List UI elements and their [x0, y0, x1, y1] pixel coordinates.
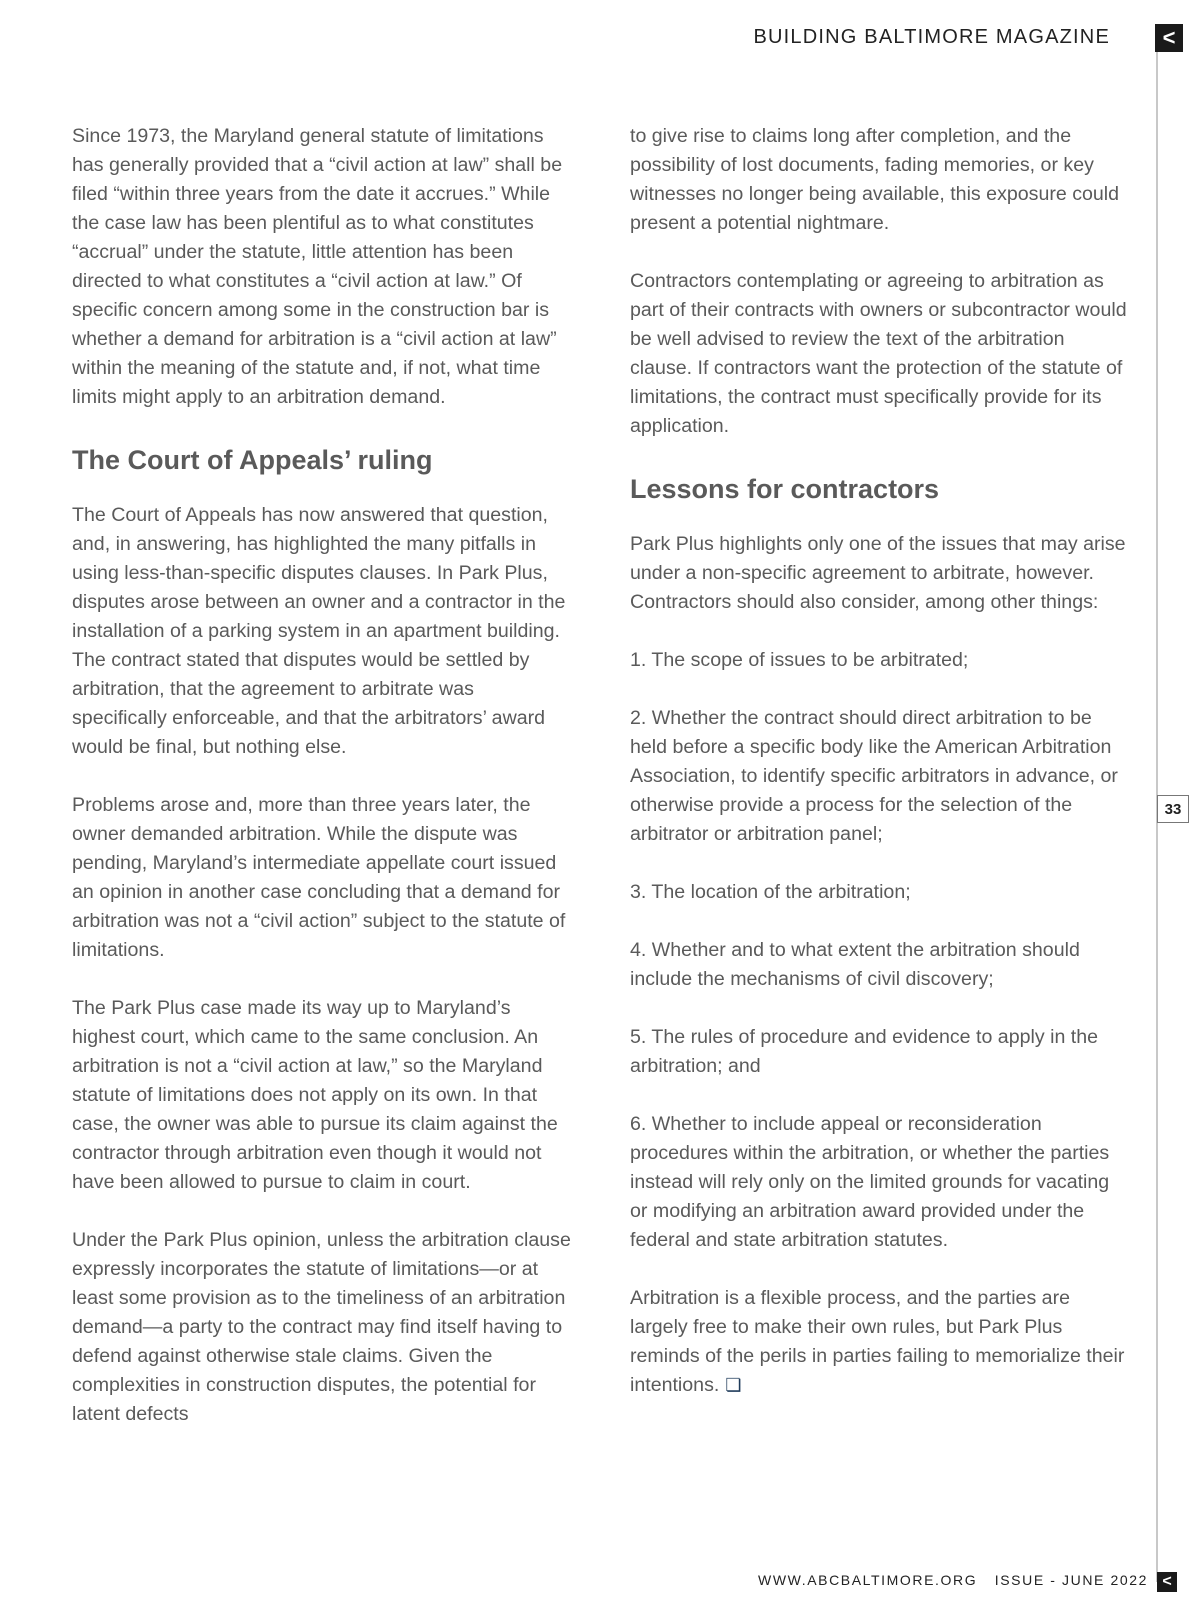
paragraph: The Park Plus case made its way up to Maryland’s highest court, which came to the same conclusion. An arbitration is not a “civil action at law,” so the Maryland statute of limitations does not apply on its own. In that case, the owner was able to pursue its claim against the contractor through arbitration even though it would not have been allowed to pursue to claim in court. — [72, 997, 558, 1193]
footer-issue: ISSUE - JUNE 2022 — [994, 1572, 1148, 1588]
list-item: 5. The rules of procedure and evidence to apply in the arbitration; and — [630, 1026, 1099, 1077]
closing-text: Arbitration is a flexible process, and the parties are largely free to make their own rules, but Park Plus reminds of the perils in parties failing to memorialize their intentions. — [630, 1287, 1125, 1396]
left-column — [72, 122, 572, 1458]
list-item: 6. Whether to include appeal or reconsideration procedures within the arbitration, or whether the parties instead will rely only on the limited grounds for vacating or modifying an arbitration award provided under the federal and state arbitration statutes. — [630, 1113, 1110, 1251]
paragraph: Since 1973, the Maryland general statute of limitations has generally provided that a “civil action at law” shall be filed “within three years from the date it accrues.” While the case law has been plentiful as to what constitutes “accrual” under the statute, little attention has been directed to what constitutes a “civil action at law.” Of specific concern among some in the construction bar is whether a demand for arbitration is a “civil action at law” within the meaning of the statute and, if not, what time limits might apply to an arbitration demand. — [72, 125, 563, 408]
paragraph: to give rise to claims long after completion, and the possibility of lost documents, fading memories, or key witnesses no longer being available, this exposure could present a potential nightmare. — [630, 125, 1120, 234]
footer — [758, 1572, 1148, 1588]
page-number: 33 — [1157, 795, 1189, 823]
paragraph: Contractors contemplating or agreeing to arbitration as part of their contracts with owners or subcontractor would be well advised to review the text of the arbitration clause. If contractors want the protection of the statute of limitations, the contract must specifically provide for its application. — [630, 270, 1127, 437]
list-item: 2. Whether the contract should direct arbitration to be held before a specific body like the American Arbitration Association, to identify specific arbitrators in advance, or otherwise provide a process for the selection of the arbitrator or arbitration panel; — [630, 707, 1118, 845]
list-item: 3. The location of the arbitration; — [630, 881, 911, 903]
magazine-title: BUILDING BALTIMORE MAGAZINE — [753, 26, 1110, 48]
list-item: 1. The scope of issues to be arbitrated; — [630, 649, 969, 671]
section-heading: The Court of Appeals’ ruling — [72, 445, 433, 475]
paragraph: The Court of Appeals has now answered that question, and, in answering, has highlighted the many pitfalls in using less-than-specific disputes clauses. In Park Plus, disputes arose between an owner and a contractor in the installation of a parking system in an apartment building. The contract stated that disputes would be settled by arbitration, that the agreement to arbitrate was specifically enforceable, and that the arbitrators’ award would be final, but nothing else. — [72, 504, 566, 758]
section-heading: Lessons for contractors — [630, 474, 940, 504]
paragraph: Problems arose and, more than three years later, the owner demanded arbitration. While the dispute was pending, Maryland’s intermediate appellate court issued an opinion in another case concluding that a demand for arbitration was not a “civil action” subject to the statute of limitations. — [72, 794, 566, 961]
list-item: 4. Whether and to what extent the arbitration should include the mechanisms of civil discovery; — [630, 939, 1080, 990]
closing-paragraph — [630, 1284, 1130, 1400]
footer-url[interactable]: WWW.ABCBALTIMORE.ORG — [758, 1572, 978, 1588]
back-chevron-icon[interactable]: < — [1155, 24, 1183, 52]
paragraph: Under the Park Plus opinion, unless the arbitration clause expressly incorporates the statute of limitations—or at least some provision as to the timeliness of an arbitration demand—a party to the contract may find itself having to defend against otherwise stale claims. Given the complexities in construction disputes, the potential for latent defects — [72, 1229, 571, 1425]
paragraph: Park Plus highlights only one of the issues that may arise under a non-specific agreement to arbitrate, however. Contractors should also consider, among other things: — [630, 533, 1126, 613]
footer-back-chevron-icon[interactable]: < — [1157, 1572, 1177, 1592]
end-of-article-icon: ❏ — [725, 1375, 742, 1395]
right-column — [630, 122, 1130, 1429]
